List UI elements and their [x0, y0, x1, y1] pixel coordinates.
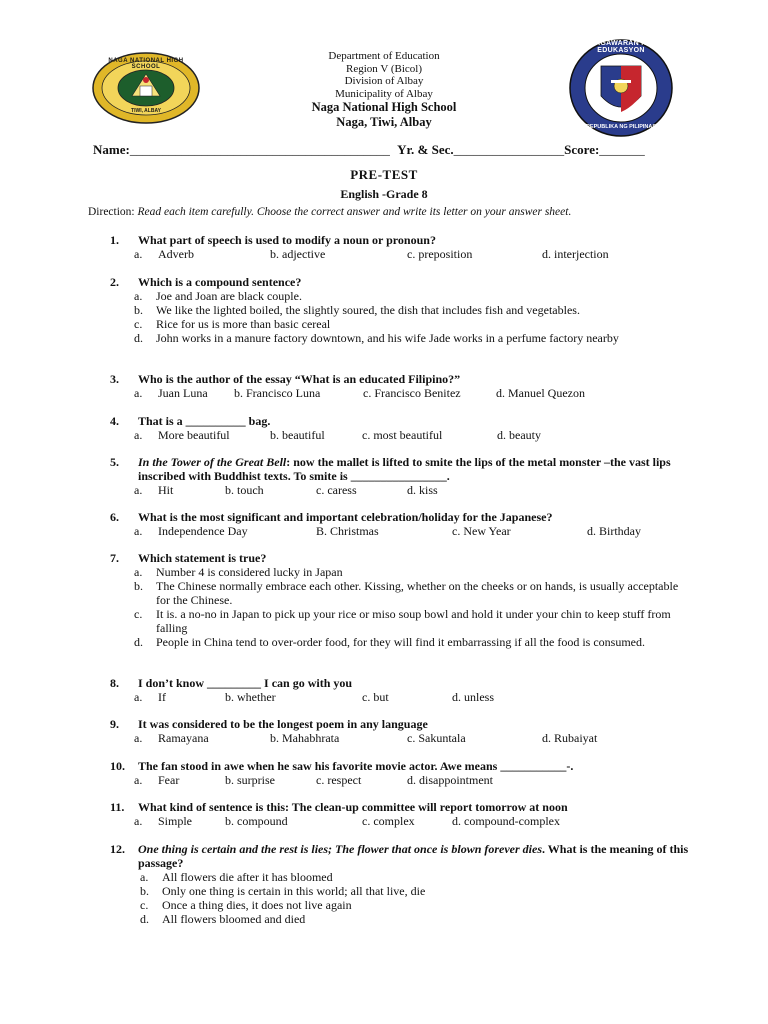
option-text: All flowers die after it has bloomed [162, 870, 333, 884]
option-text: b. touch [225, 483, 264, 497]
question-text [138, 455, 690, 483]
option-text: d. Birthday [587, 524, 641, 538]
option [110, 898, 690, 912]
question-text: Who is the author of the essay “What is an educated Filipino?” [138, 372, 461, 386]
option-text: Simple [158, 814, 193, 828]
option-letter: a. [134, 247, 143, 261]
direction-text: Read each item carefully. Choose the correct answer and write its letter on your answer sheet. [137, 206, 572, 218]
option-text: d. compound-complex [452, 814, 560, 828]
option-text: Adverb [158, 247, 194, 261]
question-rest: . What is the meaning of this passage? [138, 842, 689, 870]
option-text: c. preposition [407, 247, 473, 261]
test-subtitle: English -Grade 8 [340, 187, 428, 201]
question-1 [110, 233, 690, 261]
option [110, 607, 690, 635]
question-9 [110, 717, 690, 745]
option-letter: c. [134, 317, 143, 331]
option-text: d. interjection [542, 247, 609, 261]
option [110, 331, 690, 345]
yr-sec-field[interactable]: _________________ [453, 142, 565, 157]
school-name: Naga National High School [311, 100, 457, 114]
option-text: b. compound [225, 814, 288, 828]
question-text: It was considered to be the longest poem in any language [138, 717, 428, 731]
option-text: d. beauty [497, 428, 541, 442]
question-number: 3. [110, 372, 119, 386]
option-letter: a. [134, 565, 143, 579]
option-text: B. Christmas [316, 524, 379, 538]
question-text: What is the most significant and important celebration/holiday for the Japanese? [138, 510, 553, 524]
question-7 [110, 551, 690, 649]
option-letter: a. [134, 814, 143, 828]
option-text: c. New Year [452, 524, 511, 538]
option [110, 870, 690, 884]
letterhead-line: Municipality of Albay [335, 87, 433, 100]
question-number: 2. [110, 275, 119, 289]
letterhead-line: Region V (Bicol) [346, 62, 422, 75]
name-label: Name: [93, 142, 130, 157]
question-text: Which statement is true? [138, 551, 267, 565]
question-text: Which is a compound sentence? [138, 275, 302, 289]
question-number: 9. [110, 717, 119, 731]
question-text: I don’t know _________ I can go with you [138, 676, 353, 690]
option [110, 317, 690, 331]
name-field[interactable]: ________________________________________ [129, 142, 390, 157]
option-text: Fear [158, 773, 180, 787]
question-italic: One thing is certain and the rest is lies; The flower that once is blown forever dies [138, 842, 543, 856]
option-text: b. whether [225, 690, 276, 704]
option-text: b. beautiful [270, 428, 325, 442]
option-text: Once a thing dies, it does not live again [162, 898, 352, 912]
score-field[interactable]: _______ [599, 142, 645, 157]
question-number: 4. [110, 414, 119, 428]
option-text: Number 4 is considered lucky in Japan [156, 565, 343, 579]
direction [88, 206, 571, 218]
option-text: b. Mahabhrata [270, 731, 340, 745]
option-letter: d. [140, 912, 149, 926]
question-rest: : now the mallet is lifted to smite the lips of the metal monster –the vast lips inscribed with Buddhist texts. To smite is ________________. [138, 455, 671, 483]
question-text: What part of speech is used to modify a noun or pronoun? [138, 233, 436, 247]
question-italic: In the Tower of the Great Bell [138, 455, 287, 469]
option-letter: b. [140, 884, 149, 898]
option-text: It is. a no-no in Japan to pick up your rice or miso soup bowl and hold it under your chin to keep stuff from falling [156, 607, 671, 635]
option-text: c. caress [316, 483, 357, 497]
question-6 [110, 510, 690, 538]
option [110, 635, 690, 649]
question-number: 12. [110, 842, 125, 856]
option-letter: b. [134, 303, 143, 317]
option-letter: a. [134, 386, 143, 400]
question-4 [110, 414, 690, 442]
option-letter: a. [134, 731, 143, 745]
question-text [138, 842, 690, 870]
option-letter: a. [134, 773, 143, 787]
option [110, 884, 690, 898]
option-text: c. Sakuntala [407, 731, 466, 745]
option-text: c. but [362, 690, 389, 704]
option-letter: b. [134, 579, 143, 593]
option-text: If [158, 690, 166, 704]
option-text: Ramayana [158, 731, 209, 745]
option-letter: d. [134, 635, 143, 649]
option-text: d. disappointment [407, 773, 493, 787]
option-text: We like the lighted boiled, the slightly soured, the dish that includes fish and vegetables. [156, 303, 580, 317]
option-letter: d. [134, 331, 143, 345]
yr-sec-label: Yr. & Sec. [397, 142, 454, 157]
option-text: c. most beautiful [362, 428, 443, 442]
question-text: What kind of sentence is this: The clean-up committee will report tomorrow at noon [138, 800, 568, 814]
letterhead [0, 50, 768, 129]
school-address: Naga, Tiwi, Albay [336, 114, 432, 129]
option-letter: c. [140, 898, 149, 912]
option [110, 289, 690, 303]
question-8 [110, 676, 690, 704]
option-text: b. adjective [270, 247, 326, 261]
option-letter: a. [140, 870, 149, 884]
option-text: d. Rubaiyat [542, 731, 598, 745]
option-letter: a. [134, 690, 143, 704]
school-logo-sub: TIWI, ALBAY [131, 108, 161, 114]
question-11 [110, 800, 690, 828]
school-logo-text: NAGA NATIONAL HIGH SCHOOL [108, 58, 184, 70]
letterhead-line: Division of Albay [344, 75, 424, 87]
option-text: Rice for us is more than basic cereal [156, 317, 331, 331]
option-text: d. Manuel Quezon [496, 386, 585, 400]
question-number: 11. [110, 800, 125, 814]
option-text: b. surprise [225, 773, 275, 787]
question-10 [110, 759, 690, 787]
student-info-row [93, 142, 645, 158]
question-number: 1. [110, 233, 119, 247]
score-label: Score: [564, 142, 600, 157]
question-12 [110, 842, 690, 926]
option-text: d. unless [452, 690, 494, 704]
deped-seal-sub: REPUBLIKA NG PILIPINAS [585, 124, 657, 130]
question-number: 8. [110, 676, 119, 690]
direction-label: Direction: [88, 206, 135, 218]
option-text: c. respect [316, 773, 362, 787]
question-3 [110, 372, 690, 400]
option-text: Hit [158, 483, 174, 497]
option-text: More beautiful [158, 428, 230, 442]
option-text: John works in a manure factory downtown, and his wife Jade works in a perfume factory nearby [156, 331, 619, 345]
option-letter: c. [134, 607, 143, 621]
option-text: All flowers bloomed and died [162, 912, 306, 926]
option-text: Independence Day [158, 524, 248, 538]
option-text: c. complex [362, 814, 415, 828]
question-number: 6. [110, 510, 119, 524]
test-title: PRE-TEST [350, 167, 418, 182]
deped-seal-text: KAGAWARAN NG EDUKASYON [589, 40, 653, 54]
option-text: Only one thing is certain in this world; all that live, die [162, 884, 426, 898]
option-text: Joe and Joan are black couple. [156, 289, 302, 303]
question-text: That is a __________ bag. [138, 414, 271, 428]
question-number: 10. [110, 759, 125, 773]
option-text: b. Francisco Luna [234, 386, 321, 400]
option-letter: a. [134, 483, 143, 497]
option-text: d. kiss [407, 483, 438, 497]
question-number: 7. [110, 551, 119, 565]
option [110, 912, 690, 926]
option-text: c. Francisco Benitez [363, 386, 461, 400]
letterhead-line: Department of Education [328, 50, 440, 62]
option-letter: a. [134, 524, 143, 538]
question-2 [110, 275, 690, 345]
option-letter: a. [134, 289, 143, 303]
option-text: People in China tend to over-order food, for they will find it embarrassing if all the food is consumed. [156, 635, 645, 649]
option [110, 579, 690, 607]
question-text: The fan stood in awe when he saw his favorite movie actor. Awe means ___________-. [138, 759, 574, 773]
option-text: Juan Luna [158, 386, 208, 400]
option [110, 303, 690, 317]
option-text: The Chinese normally embrace each other. Kissing, whether on the cheeks or on hands, is usually acceptable for the Chinese. [156, 579, 679, 607]
option [110, 565, 690, 579]
option-letter: a. [134, 428, 143, 442]
question-number: 5. [110, 455, 119, 469]
question-5 [110, 455, 690, 497]
